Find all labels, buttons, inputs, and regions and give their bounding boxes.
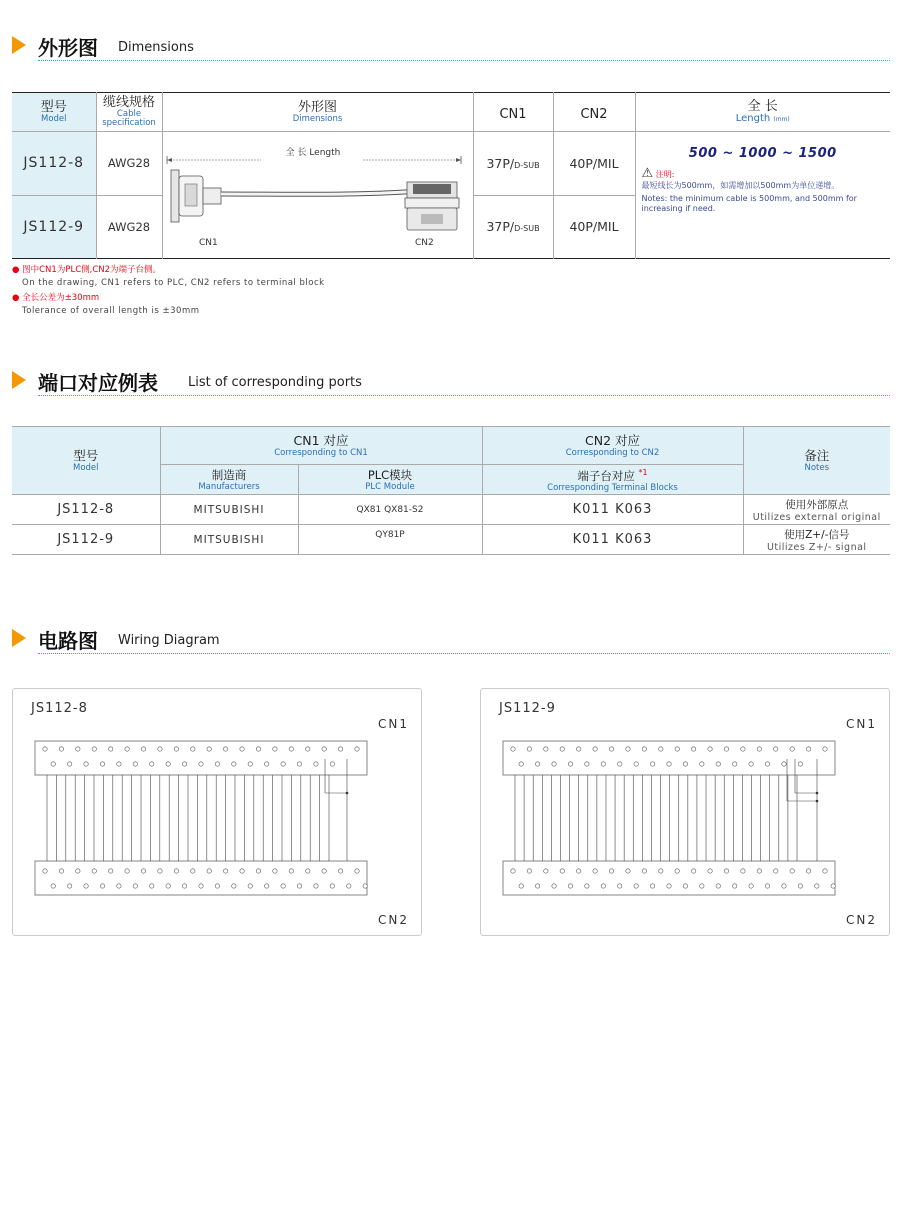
wiring-diagram <box>13 689 421 935</box>
model-header: 型号 Model <box>12 427 160 495</box>
section-title-cn: 端口对应例表 <box>38 371 158 395</box>
table-row <box>12 132 890 196</box>
cable-drawing <box>163 132 473 254</box>
wiring-title: JS112-9 <box>499 701 556 716</box>
wiring-cn1-label: CN1 <box>846 717 877 731</box>
table-row: JS112-8 MITSUBISHI QX81 QX81-S2 K011 K063 使用外部原点 Utilizes external original <box>12 495 890 525</box>
wiring-diagram <box>481 689 889 935</box>
plc-module-header: PLC模块 PLC Module <box>298 465 482 495</box>
section-title-en: Dimensions <box>118 40 194 55</box>
dimensions-table <box>12 92 890 259</box>
wiring-cn1-label: CN1 <box>378 717 409 731</box>
length-note-cn: 最短线长为500mm，如需增加以500mm为单位递增。 <box>641 181 840 190</box>
wiring-title: JS112-8 <box>31 701 88 716</box>
cable-header: 缆线规格 Cable specification <box>96 93 162 132</box>
ports-section-header <box>12 367 890 397</box>
wiring-cn2-label: CN2 <box>378 913 409 927</box>
section-title-en: List of corresponding ports <box>188 375 362 390</box>
cn1-header: CN1 对应 Corresponding to CN1 <box>160 427 482 465</box>
dimensions-section-header <box>12 32 890 62</box>
warning-icon: ⚠ <box>641 166 654 181</box>
cn1-header: CN1 <box>473 93 553 132</box>
section-arrow-icon <box>12 629 26 647</box>
section-arrow-icon <box>12 371 26 389</box>
table-row: JS112-9 MITSUBISHI QY81P K011 K063 使用Z+/-信号 Utilizes Z+/- signal <box>12 525 890 555</box>
cn1-cell: 37P/D-SUB <box>473 195 553 259</box>
drawing-cn1-label: CN1 <box>198 238 218 248</box>
dimensions-header: 外形图 Dimensions <box>162 93 473 132</box>
wiring-cn2-label: CN2 <box>846 913 877 927</box>
cn1-cell: 37P/D-SUB <box>473 132 553 196</box>
section-divider <box>38 395 890 396</box>
dimension-notes: ● 图中CN1为PLC侧,CN2为端子台侧。 On the drawing, CN1 refers to PLC, CN2 refers to terminal block ● 全长公差为±30mm Tolerance of overall length is ±30mm <box>12 265 325 316</box>
length-header: 全 长 Length (mm) <box>635 93 890 132</box>
length-cell: 500 ~ 1000 ~ 1500 ⚠ 注明: 最短线长为500mm，如需增加以500mm为单位递增。 Notes: the minimum cable is 500mm, and 500mm for increasing if need. <box>635 132 890 259</box>
section-title-cn: 外形图 <box>38 36 98 60</box>
wiring-panel-js112-8 <box>12 688 422 936</box>
model-cell: JS112-8 <box>12 132 96 196</box>
cn2-cell: 40P/MIL <box>553 195 635 259</box>
section-arrow-icon <box>12 36 26 54</box>
model-cell: JS112-9 <box>12 195 96 259</box>
wiring-panel-js112-9 <box>480 688 890 936</box>
manufacturer-header: 制造商 Manufacturers <box>160 465 298 495</box>
length-note-en: Notes: the minimum cable is 500mm, and 500mm for increasing if need. <box>641 194 857 213</box>
section-divider <box>38 653 890 654</box>
wiring-section-header <box>12 625 890 655</box>
dimension-drawing-cell <box>162 132 473 259</box>
cn2-header: CN2 <box>553 93 635 132</box>
cn2-cell: 40P/MIL <box>553 132 635 196</box>
cable-cell: AWG28 <box>96 132 162 196</box>
terminal-header: 端子台对应 $^{*1}$ Corresponding Terminal Blocks <box>482 465 743 495</box>
section-title-cn: 电路图 <box>38 629 98 653</box>
drawing-cn2-label: CN2 <box>414 238 434 248</box>
cable-cell: AWG28 <box>96 195 162 259</box>
length-label: 全 长 Length <box>285 148 340 158</box>
section-title-en: Wiring Diagram <box>118 633 220 648</box>
notes-header: 备注 Notes <box>743 427 890 495</box>
section-divider <box>38 60 890 61</box>
ports-table <box>12 426 890 555</box>
cn2-header: CN2 对应 Corresponding to CN2 <box>482 427 743 465</box>
model-header: 型号 Model <box>12 93 96 132</box>
length-values: 500 ~ 1000 ~ 1500 <box>688 146 837 161</box>
